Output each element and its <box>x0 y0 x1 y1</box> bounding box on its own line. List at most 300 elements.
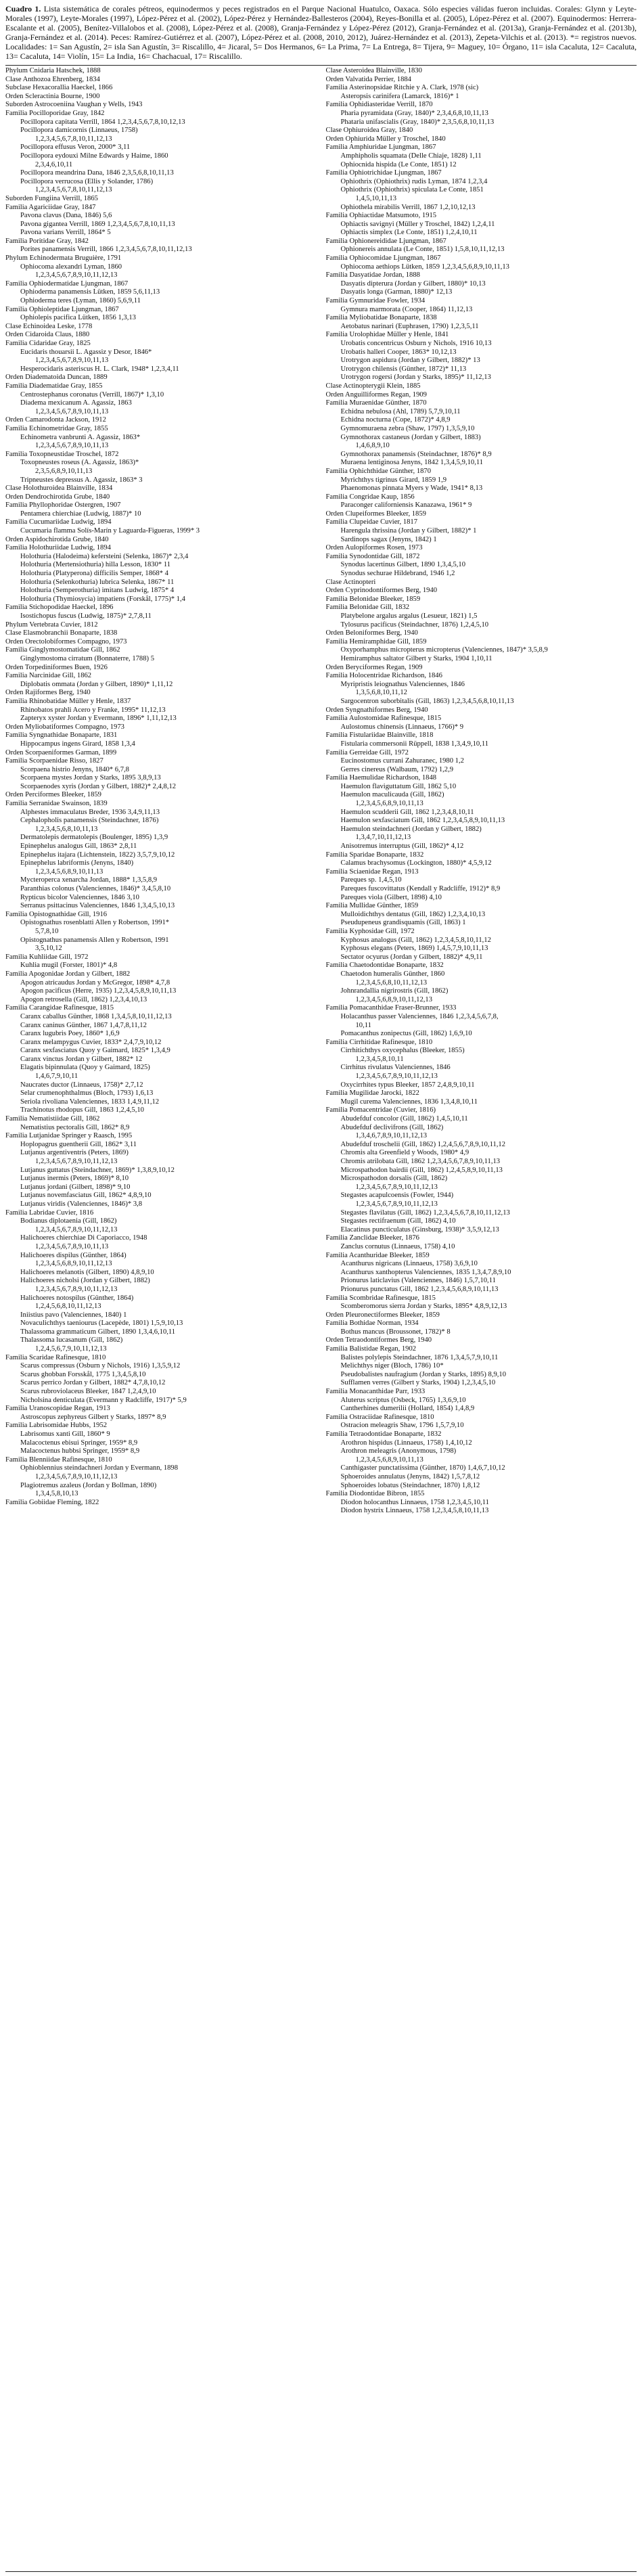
species-entry: Ophiocnida hispida (Le Conte, 1851) 12 <box>340 160 457 168</box>
taxon-heading: Familia Cucumariidae Ludwig, 1894 <box>5 518 112 526</box>
species-entry: 1,2,3,4,5,6,7,8,9,10,11,12,13 <box>35 1472 118 1481</box>
taxon-heading: Orden Syngnathiformes Berg, 1940 <box>325 706 428 714</box>
taxon-heading: Familia Mullidae Günther, 1859 <box>325 902 419 910</box>
species-entry: Echinometra vanbrunti A. Agassiz, 1863* <box>20 433 141 441</box>
species-entry: Sardinops sagax (Jenyns, 1842) 1 <box>340 535 437 543</box>
taxon-heading: Familia Ostraciidae Rafinesque, 1810 <box>325 1413 434 1421</box>
taxon-heading: Familia Myliobatidae Bonaparte, 1838 <box>325 314 437 322</box>
species-entry: Hemiramphus saltator Gilbert y Starks, 1904 1,10,11 <box>340 654 492 662</box>
species-entry: Novaculichthys taeniourus (Lacepède, 1801) 1,5,9,10,13 <box>20 1319 183 1328</box>
taxon-heading: Familia Belonidae Bleeker, 1859 <box>325 595 421 603</box>
species-entry: 10,11 <box>355 1021 371 1029</box>
species-entry: Microspathodon bairdii (Gill, 1862) 1,2,4,5,8,9,10,11,13 <box>340 1166 503 1174</box>
taxon-heading: Familia Acanthuridae Bleeker, 1859 <box>325 1251 430 1259</box>
species-entry: Thalassoma grammaticum Gilbert, 1890 1,3,4,6,10,11 <box>20 1328 176 1336</box>
species-entry: Pseudupeneus grandisquamis (Gill, 1863) 1 <box>340 919 466 927</box>
taxon-heading: Familia Lutjanidae Springer y Raasch, 1995 <box>5 1132 133 1140</box>
taxon-heading: Orden Scorpaeniformes Garman, 1899 <box>5 748 117 756</box>
species-entry: Pavona clavus (Dana, 1846) 5,6 <box>20 212 112 220</box>
species-entry: Hippocampus ingens Girard, 1858 1,3,4 <box>20 740 135 748</box>
species-entry: Nicholsina denticulata (Evermann y Radcliffe, 1917)* 5,9 <box>20 1396 187 1404</box>
species-entry: Sectator ocyurus (Jordan y Gilbert, 1882)* 4,9,11 <box>340 953 483 961</box>
taxon-heading: Familia Hemiramphidae Gill, 1859 <box>325 637 427 646</box>
taxon-heading: Familia Holocentridae Richardson, 1846 <box>325 672 442 680</box>
species-entry: 1,2,3,4,5,6,7,8,9,10,11,12,13 <box>35 1225 118 1234</box>
species-entry: Urobatis concentricus Osburn y Nichols, 1916 10,13 <box>340 340 492 347</box>
species-entry: Chromis alta Greenfield y Woods, 1980* 4,9 <box>340 1149 469 1157</box>
species-entry: Pseudobalistes naufragium (Jordan y Starks, 1895) 8,9,10 <box>340 1370 507 1378</box>
species-entry: 1,2,3,4,5,6,7,8,9,10,11,13 <box>35 1242 109 1250</box>
taxon-heading: Familia Balistidae Regan, 1902 <box>325 1345 417 1353</box>
species-entry: Holothuria (Platyperona) difficilis Semper, 1868* 4 <box>20 570 168 578</box>
species-entry: Halichoeres nicholsi (Jordan y Gilbert, 1882) <box>20 1277 150 1285</box>
species-entry: Gymnomuraena zebra (Shaw, 1797) 1,3,5,9,10 <box>340 424 475 432</box>
taxon-heading: Familia Cirrhitidae Rafinesque, 1810 <box>325 1038 433 1046</box>
species-entry: Mulloidichthys dentatus (Gill, 1862) 1,2,3,4,10,13 <box>340 910 486 918</box>
species-entry: Echidna nebulosa (Ahl, 1789) 5,7,9,10,11 <box>340 407 461 415</box>
taxon-heading: Familia Ophiactidae Matsumoto, 1915 <box>325 212 437 220</box>
taxon-heading: Clase Elasmobranchii Bonaparte, 1838 <box>5 629 118 637</box>
species-entry: Cucumaria flamma Solís-Marín y Laguarda-Figueras, 1999* 3 <box>20 527 200 535</box>
taxon-heading: Familia Fistulariidae Blainville, 1818 <box>325 731 434 740</box>
species-entry: 1,2,3,4,5,6,7,8,9,10,11,13 <box>35 407 109 415</box>
taxon-heading: Familia Holothuriidae Ludwig, 1894 <box>5 544 111 552</box>
species-entry: Porites panamensis Verrill, 1866 1,2,3,4,5,6,7,8,10,11,12,13 <box>20 246 192 254</box>
taxon-heading: Orden Myliobatiformes Compagno, 1973 <box>5 723 124 731</box>
species-entry: Dermatolepis dermatolepis (Boulenger, 1895) 1,3,9 <box>20 834 168 842</box>
species-entry: Stegastes rectifraenum (Gill, 1862) 4,10 <box>340 1217 456 1225</box>
species-entry: Rhinobatos prahli Acero y Franke, 1995* 11,12,13 <box>20 706 166 714</box>
species-entry: Oxyporhamphus micropterus micropterus (Valenciennes, 1847)* 3,5,8,9 <box>340 646 548 654</box>
species-entry: Cantherhines dumerilii (Hollard, 1854) 1,4,8,9 <box>340 1405 475 1413</box>
taxon-heading: Clase Asteroidea Blainville, 1830 <box>325 67 422 74</box>
taxon-heading: Orden Dendrochirotida Grube, 1840 <box>5 493 110 501</box>
species-entry: Pocillopora damicornis (Linnaeus, 1758) <box>20 127 138 135</box>
taxon-heading: Familia Ophidiasteridae Verrill, 1870 <box>325 101 433 109</box>
taxon-heading: Suborden Fungiina Verrill, 1865 <box>5 194 98 202</box>
taxon-heading: Orden Beloniformes Berg, 1940 <box>325 629 418 637</box>
taxon-heading: Familia Haemulidae Richardson, 1848 <box>325 774 437 782</box>
taxon-heading: Familia Pomacentridae (Cuvier, 1816) <box>325 1106 436 1114</box>
species-entry: Caranx vinctus Jordan y Gilbert, 1882* 12 <box>20 1055 143 1063</box>
taxon-heading: Familia Poritidae Gray, 1842 <box>5 237 89 245</box>
species-entry: Pocillopora capitata Verrill, 1864 1,2,3,4,5,6,7,8,10,12,13 <box>20 118 185 126</box>
taxon-heading: Familia Pomacanthidae Fraser-Brunner, 1933 <box>325 1004 457 1012</box>
taxon-heading: Familia Stichopodidae Haeckel, 1896 <box>5 604 114 612</box>
species-entry: Lutjanus inermis (Peters, 1869)* 8,10 <box>20 1175 129 1183</box>
species-entry: Dasyatis dipterura (Jordan y Gilbert, 1880)* 10,13 <box>340 279 486 288</box>
species-entry: Ophiactis savignyi (Müller y Troschel, 1842) 1,2,4,11 <box>340 220 495 228</box>
species-entry: Centrostephanus coronatus (Verrill, 1867)* 1,3,10 <box>20 390 164 399</box>
taxon-heading: Familia Bothidae Norman, 1934 <box>325 1319 419 1328</box>
species-entry: 1,2,3,4,5,6,8,10,11,13 <box>35 825 98 833</box>
species-entry: Isostichopus fuscus (Ludwig, 1875)* 2,7,8,11 <box>20 612 152 620</box>
species-entry: Pavona gigantea Verrill, 1869 1,2,3,4,5,6,7,8,10,11,13 <box>20 220 175 228</box>
taxon-heading: Orden Perciformes Bleeker, 1859 <box>5 791 101 799</box>
species-entry: Caranx melampygus Cuvier, 1833* 2,4,7,9,10,12 <box>20 1038 162 1046</box>
species-entry: 1,2,3,4,5,6,7,8,9,10,11,13 <box>35 442 109 450</box>
taxon-heading: Orden Camarodonta Jackson, 1912 <box>5 416 106 424</box>
species-entry: Haemulon flaviguttatum Gill, 1862 5,10 <box>340 782 457 790</box>
species-entry: Scorpaena mystes Jordan y Starks, 1895 3,8,9,13 <box>20 774 161 782</box>
species-entry: Caranx lugubris Poey, 1860* 1,6,9 <box>20 1030 120 1038</box>
species-entry: 1,2,3,4,5,6,7,8,9,10,11,12,13 <box>355 1183 438 1191</box>
taxon-heading: Familia Aulostomidae Rafinesque, 1815 <box>325 715 442 723</box>
species-entry: Nematistius pectoralis Gill, 1862* 8,9 <box>20 1123 130 1131</box>
species-entry: Halichoeres notospilus (Günther, 1864) <box>20 1294 134 1302</box>
taxon-heading: Familia Scorpaenidae Risso, 1827 <box>5 757 104 765</box>
species-entry: 1,2,3,4,5,6,7,8,9,10,11,12,13 <box>35 1158 118 1165</box>
species-entry: Ophiothrix (Ophiothrix) rudis Lyman, 1874 1,2,3,4 <box>340 177 488 185</box>
species-entry: 1,2,3,4,5,6,7,8,9,10,11,12,13 <box>355 1072 438 1081</box>
species-entry: Lutjanus jordani (Gilbert, 1898)* 9,10 <box>20 1183 131 1191</box>
taxon-heading: Phylum Cnidaria Hatschek, 1888 <box>5 67 101 74</box>
species-entry: 1,2,3,4,5,6,7,8,9,10,11,12,13 <box>35 271 118 279</box>
species-entry: Scorpaenodes xyris (Jordan y Gilbert, 1882)* 2,4,8,12 <box>20 782 177 790</box>
taxon-heading: Clase Actinopterygii Klein, 1885 <box>325 382 421 390</box>
taxon-heading: Familia Carangidae Rafinesque, 1815 <box>5 1004 114 1012</box>
taxon-heading: Familia Kyphosidae Gill, 1972 <box>325 927 415 935</box>
species-entry: 1,2,4,5,6,8,10,11,12,13 <box>35 1303 101 1311</box>
species-entry: 1,4,6,7,9,10,11 <box>35 1072 78 1081</box>
species-entry: 1,2,3,4,5,6,7,8,10,11,12,13 <box>35 135 112 143</box>
taxon-heading: Familia Serranidae Swainson, 1839 <box>5 800 108 808</box>
species-entry: Serranus psittacinus Valenciennes, 1846 1,3,4,5,10,13 <box>20 902 175 910</box>
species-entry: Tripneustes depressus A. Agassiz, 1863* 3 <box>20 476 143 484</box>
taxon-heading: Clase Actinopteri <box>325 578 376 586</box>
taxon-heading: Familia Amphiuridae Ljungman, 1867 <box>325 143 436 152</box>
species-entry: 1,3,4,7,10,11,12,13 <box>355 834 411 842</box>
taxon-heading: Familia Opistognathidae Gill, 1916 <box>5 910 108 918</box>
taxon-heading: Familia Urolophidae Müller y Henle, 1841 <box>325 331 449 339</box>
species-entry: Acanthurus nigricans (Linnaeus, 1758) 3,6,9,10 <box>340 1260 478 1268</box>
taxon-heading: Familia Kuhliidae Gill, 1972 <box>5 953 89 961</box>
species-entry: Naucrates ductor (Linnaeus, 1758)* 2,7,12 <box>20 1081 143 1089</box>
taxon-heading: Clase Ophiuroidea Gray, 1840 <box>325 127 413 135</box>
species-entry: Holothuria (Halodeima) kefersteini (Selenka, 1867)* 2,3,4 <box>20 552 189 560</box>
taxon-heading: Familia Uranoscopidae Regan, 1913 <box>5 1405 110 1413</box>
species-entry: Ophioderma teres (Lyman, 1860) 5,6,9,11 <box>20 297 141 305</box>
species-entry: Elagatis bipinnulata (Quoy y Gaimard, 1825) <box>20 1064 150 1072</box>
species-entry: Sufflamen verres (Gilbert y Starks, 1904) 1,2,3,4,5,10 <box>340 1379 496 1387</box>
species-entry: Lutjanus argentiventris (Peters, 1869) <box>20 1149 129 1157</box>
species-entry: Halichoeres dispilus (Günther, 1864) <box>20 1251 127 1259</box>
species-entry: Kyphosus analogus (Gill, 1862) 1,2,3,4,5,8,10,11,12 <box>340 936 491 944</box>
taxon-heading: Orden Tetraodontiformes Berg, 1940 <box>325 1336 432 1345</box>
species-entry: Chaetodon humeralis Günther, 1860 <box>340 970 445 978</box>
species-entry: Urotrygon rogersi (Jordan y Starks, 1895)* 11,12,13 <box>340 374 491 382</box>
species-entry: 1,4,5,10,11,13 <box>355 194 397 202</box>
bottom-rule <box>5 2571 637 2572</box>
table-caption <box>5 4 637 61</box>
species-entry: Gymnothorax panamensis (Steindachner, 1876)* 8,9 <box>340 450 492 458</box>
species-entry: 1,2,3,4,5,6,8,9,10,11,12,13 <box>35 1260 112 1268</box>
taxon-heading: Familia Chaetodontidae Bonaparte, 1832 <box>325 962 444 970</box>
species-entry: Caranx caballus Günther, 1868 1,3,4,5,8,10,11,12,13 <box>20 1012 172 1020</box>
species-entry: Ophiothela mirabilis Verrill, 1867 1,2,10,12,13 <box>340 203 476 211</box>
species-entry: 1,3,4,6,7,8,9,10,11,12,13 <box>355 1132 428 1140</box>
species-entry: Canthigaster punctatissima (Günther, 1870) 1,4,6,7,10,12 <box>340 1464 505 1472</box>
taxon-heading: Orden Cyprinodontiformes Berg, 1940 <box>325 587 438 595</box>
taxon-heading: Familia Congridae Kaup, 1856 <box>325 493 415 501</box>
species-entry: Halichoeres chierchiae Di Caporiacco, 1948 <box>20 1234 147 1242</box>
species-entry: Pomacanthus zonipectus (Gill, 1862) 1,6,9,10 <box>340 1030 472 1038</box>
species-entry: Scomberomorus sierra Jordan y Starks, 1895* 4,8,9,12,13 <box>340 1303 507 1311</box>
species-entry: Synodus sechurae Hildebrand, 1946 1,2 <box>340 570 455 578</box>
species-entry: Prionurus punctatus Gill, 1862 1,2,3,4,5,6,8,9,10,11,13 <box>340 1285 499 1293</box>
species-entry: Haemulon scudderii Gill, 1862 1,2,3,4,8,10,11 <box>340 808 474 816</box>
species-entry: Myripristis leiognathus Valenciennes, 1846 <box>340 680 465 688</box>
taxon-heading: Familia Gerreidae Gill, 1972 <box>325 748 409 756</box>
species-entry: Holacanthus passer Valenciennes, 1846 1,2,3,4,5,6,7,8, <box>340 1012 499 1020</box>
species-entry: Paraconger californiensis Kanazawa, 1961* 9 <box>340 501 472 510</box>
taxon-heading: Familia Scombridae Rafinesque, 1815 <box>325 1294 436 1302</box>
species-entry: Prionurus laticlavius (Valenciennes, 1846) 1,5,7,10,11 <box>340 1277 496 1285</box>
species-entry: Abudefduf concolor (Gill, 1862) 1,4,5,10,11 <box>340 1115 468 1123</box>
species-entry: Malacoctenus ebisui Springer, 1959* 8,9 <box>20 1439 138 1447</box>
species-entry: Abudefduf declivifrons (Gill, 1862) <box>340 1123 444 1131</box>
species-entry: Microspathodon dorsalis (Gill, 1862) <box>340 1175 448 1183</box>
species-entry: Zanclus cornutus (Linnaeus, 1758) 4,10 <box>340 1242 455 1250</box>
species-entry: Diodon holocanthus Linnaeus, 1758 1,2,3,4,5,10,11 <box>340 1498 489 1506</box>
species-entry: Asteropsis carinifera (Lamarck, 1816)* 1 <box>340 92 459 100</box>
taxon-heading: Orden Anguilliformes Regan, 1909 <box>325 390 427 399</box>
top-rule <box>5 65 637 66</box>
species-entry: Diplobatis ommata (Jordan y Gilbert, 1890)* 1,11,12 <box>20 680 173 688</box>
species-entry: 1,2,3,4,5,6,8,10,11,12,13 <box>355 978 428 987</box>
table-column-right <box>326 67 637 1516</box>
species-entry: Gymnura marmorata (Cooper, 1864) 11,12,13 <box>340 305 473 313</box>
species-entry: Caranx sexfasciatus Quoy y Gaimard, 1825* 1,3,4,9 <box>20 1047 170 1055</box>
taxon-heading: Orden Scleractinia Bourne, 1900 <box>5 92 100 100</box>
species-entry: Scarus rubroviolaceus Bleeker, 1847 1,2,4,9,10 <box>20 1388 156 1396</box>
species-entry: Arothron meleagris (Anonymous, 1798) <box>340 1447 457 1455</box>
species-entry: 1,3,5,6,8,10,11,12 <box>355 689 407 697</box>
species-entry: Harengula thrissina (Jordan y Gilbert, 1882)* 1 <box>340 527 477 535</box>
species-entry: Haemulon steindachneri (Jordan y Gilbert, 1882) <box>340 825 482 833</box>
species-entry: Pavona varians Verrill, 1864* 5 <box>20 229 111 237</box>
species-entry: Mycteroperca xenarcha Jordan, 1888* 1,3,5,8,9 <box>20 876 158 884</box>
species-entry: Epinephelus labriformis (Jenyns, 1840) <box>20 859 134 867</box>
species-entry: Tylosurus pacificus (Steindachner, 1876) 1,2,4,5,10 <box>340 620 489 629</box>
species-entry: Sphoeroides annulatus (Jenyns, 1842) 1,5,7,8,12 <box>340 1472 480 1481</box>
taxon-heading: Familia Asterinopsidae Ritchie y A. Clark, 1978 (sic) <box>325 84 479 92</box>
species-entry: Hoplopagrus guentherii Gill, 1862* 3,11 <box>20 1140 137 1148</box>
species-entry: Haemulon sexfasciatum Gill, 1862 1,2,3,4,5,8,9,10,11,13 <box>340 817 505 825</box>
species-entry: Lutjanus guttatus (Steindachner, 1869)* 1,3,8,9,10,12 <box>20 1166 175 1174</box>
species-entry: 1,2,4,5,6,7,9,10,11,12,13 <box>35 1345 107 1353</box>
species-entry: Phataria unifascialis (Gray, 1840)* 2,3,5,6,8,10,11,13 <box>340 118 495 126</box>
taxon-heading: Familia Narcinidae Gill, 1862 <box>5 672 92 680</box>
species-entry: 1,4,6,8,9,10 <box>355 442 390 450</box>
species-entry: Holothuria (Mertensiothuria) hilla Lesson, 1830* 11 <box>20 561 171 569</box>
species-entry: Caranx caninus Günther, 1867 1,4,7,8,11,12 <box>20 1021 147 1029</box>
species-entry: 1,2,3,4,5,6,8,9,10,11,13 <box>355 800 423 808</box>
species-entry: 1,2,3,4,5,8,10,11 <box>355 1055 404 1063</box>
species-entry: Eucinostomus currani Zahuranec, 1980 1,2 <box>340 757 464 765</box>
taxon-heading: Orden Valvatida Perrier, 1884 <box>325 75 411 83</box>
species-entry: Apogon pacificus (Herre, 1935) 1,2,3,4,5,8,9,10,11,13 <box>20 987 177 995</box>
species-entry: 2,3,5,6,8,9,10,11,13 <box>35 467 93 475</box>
taxon-heading: Orden Clupeiformes Bleeker, 1859 <box>325 510 426 518</box>
species-entry: Pocillopora verrucosa (Ellis y Solander, 1786) <box>20 177 154 185</box>
species-entry: Stegastes acapulcoensis (Fowler, 1944) <box>340 1192 454 1200</box>
species-entry: Urobatis halleri Cooper, 1863* 10,12,13 <box>340 348 457 356</box>
taxon-heading: Familia Ophioleptidae Ljungman, 1867 <box>5 305 119 313</box>
taxon-heading: Familia Mugilidae Jarocki, 1822 <box>325 1089 419 1098</box>
taxon-heading: Familia Gymnuridae Fowler, 1934 <box>325 297 426 305</box>
species-entry: Apogon retrosella (Gill, 1862) 1,2,3,4,10,13 <box>20 995 147 1003</box>
taxon-heading: Familia Ophiodermatidae Ljungman, 1867 <box>5 279 129 288</box>
species-entry: Opistognathus rosenblatti Allen y Robertson, 1991* <box>20 919 170 927</box>
taxon-heading: Familia Echinometridae Gray, 1855 <box>5 424 108 432</box>
species-entry: Aetobatus narinari (Euphrasen, 1790) 1,2,3,5,11 <box>340 322 479 330</box>
taxon-heading: Familia Monacanthidae Parr, 1933 <box>325 1388 426 1396</box>
taxon-heading: Familia Scaridae Rafinesque, 1810 <box>5 1353 106 1361</box>
taxon-heading: Clase Echinoidea Leske, 1778 <box>5 322 93 330</box>
taxon-heading: Suborden Astrocoeniina Vaughan y Wells, 1943 <box>5 101 143 109</box>
species-entry: Pareques sp. 1,4,5,10 <box>340 876 402 884</box>
species-entry: Paranthias colonus (Valenciennes, 1846)* 3,4,5,8,10 <box>20 885 171 892</box>
species-entry: Diadema mexicanum A. Agassiz, 1863 <box>20 399 132 407</box>
taxon-heading: Familia Nematistiidae Gill, 1862 <box>5 1115 100 1123</box>
species-entry: Mugil curema Valenciennes, 1836 1,3,4,8,10,11 <box>340 1098 478 1106</box>
species-entry: Pareques viola (Gilbert, 1898) 4,10 <box>340 893 442 901</box>
species-entry: Pharia pyramidata (Gray, 1840)* 2,3,4,6,8,10,11,13 <box>340 109 488 117</box>
species-entry: 1,2,3,4,5,6,7,8,9,10,11,12,13 <box>355 1200 438 1208</box>
species-entry: Melichthys niger (Bloch, 1786) 10* <box>340 1362 444 1370</box>
species-entry: Holothuria (Selenkothuria) lubrica Selenka, 1867* 11 <box>20 578 175 586</box>
species-entry: Rypticus bicolor Valenciennes, 1846 3,10 <box>20 893 139 901</box>
taxon-heading: Orden Rajiformes Berg, 1940 <box>5 689 91 697</box>
species-entry: Hesperocidaris asteriscus H. L. Clark, 1948* 1,2,3,4,11 <box>20 365 179 373</box>
species-entry: Chromis atrilobata Gill, 1862 1,2,3,4,5,6,7,8,9,10,11,13 <box>340 1158 501 1165</box>
species-entry: Epinephelus analogus Gill, 1863* 2,8,11 <box>20 842 137 851</box>
species-entry: Abudefduf troschelii (Gill, 1862) 1,2,4,5,6,7,8,9,10,11,12 <box>340 1140 506 1148</box>
species-entry: Urotrygon chilensis (Günther, 1872)* 11,13 <box>340 365 467 373</box>
taxon-heading: Subclase Hexacorallia Haeckel, 1866 <box>5 84 113 92</box>
species-entry: Gymnothorax castaneus (Jordan y Gilbert, 1883) <box>340 433 481 441</box>
species-entry: Cephalopholis panamensis (Steindachner, 1876) <box>20 817 159 825</box>
species-entry: 1,2,3,4,5,6,8,9,10,11,13 <box>35 867 104 876</box>
taxon-heading: Familia Phyllophoridae Östergren, 1907 <box>5 501 121 510</box>
species-entry: Gerres cinereus (Walbaum, 1792) 1,2,9 <box>340 765 454 773</box>
species-entry: Kyphosus elegans (Peters, 1869) 1,4,5,7,9,10,11,13 <box>340 945 488 953</box>
taxon-heading: Orden Orectolobiformes Compagno, 1973 <box>5 637 127 646</box>
species-entry: Ophiactis simplex (Le Conte, 1851) 1,2,4,10,11 <box>340 229 478 237</box>
species-entry: Pentamera chierchiae (Ludwig, 1887)* 10 <box>20 510 141 518</box>
taxon-heading: Familia Syngnathidae Bonaparte, 1831 <box>5 731 118 740</box>
species-entry: Kuhlia mugil (Forster, 1801)* 4,8 <box>20 962 118 970</box>
taxon-heading: Orden Aspidochirotida Grube, 1840 <box>5 535 109 543</box>
taxon-heading: Clase Holothuroidea Blainville, 1834 <box>5 484 113 493</box>
taxon-heading: Familia Apogonidae Jordan y Gilbert, 1882 <box>5 970 131 978</box>
species-entry: Malacoctenus hubbsi Springer, 1959* 8,9 <box>20 1447 140 1455</box>
species-entry: Apogon atricaudus Jordan y McGregor, 1898* 4,7,8 <box>20 978 170 987</box>
species-entry: Pocillopora meandrina Dana, 1846 2,3,5,6,8,10,11,13 <box>20 169 174 177</box>
species-entry: 1,2,3,4,5,6,7,8,9,10,11,13 <box>35 357 109 365</box>
taxon-heading: Familia Tetraodontidae Bonaparte, 1832 <box>325 1430 442 1438</box>
species-entry: Muraena lentiginosa Jenyns, 1842 1,3,4,5,9,10,11 <box>340 459 484 467</box>
species-entry: Amphipholis squamata (Delle Chiaje, 1828) 1,11 <box>340 152 482 160</box>
species-entry: Acanthurus xanthopterus Valenciennes, 1835 1,3,4,7,8,9,10 <box>340 1268 511 1276</box>
species-entry: Cirrhitichthys oxycephalus (Bleeker, 1855) <box>340 1047 465 1055</box>
species-entry: Seriola rivoliana Valenciennes, 1833 1,4,9,11,12 <box>20 1098 160 1106</box>
taxon-heading: Familia Cidaridae Gray, 1825 <box>5 340 91 347</box>
taxon-heading: Familia Clupeidae Cuvier, 1817 <box>325 518 418 526</box>
species-entry: Myrichthys tigrinus Girard, 1859 1,9 <box>340 476 447 484</box>
taxon-heading: Orden Ophiurida Müller y Troschel, 1840 <box>325 135 446 143</box>
species-entry: Haemulon maculicauda (Gill, 1862) <box>340 791 444 799</box>
taxon-heading: Familia Ophiocomidae Ljungman, 1867 <box>325 254 441 263</box>
taxon-heading: Familia Blenniidae Rafinesque, 1810 <box>5 1455 112 1464</box>
caption-text: Lista sistemática de corales pétreos, equinodermos y peces registrados en el Parque Nacional Huatulco, Oaxaca. Sólo especies válidas fueron incluidas. Corales: Glynn y Leyte-Morales (1997), Leyte-Morales (1997), López-Pérez et al. (2002), López-Pérez y Hernández-Ballesteros (2004), Reyes-Bonilla et al. (2005), López-Pérez et al. (2007). Equinodermos: Herrera-Escalante et al. (2005), Benítez-Villalobos et al. (2008), López-Pérez et al. (2008), Granja-Fernández y López-Pérez (2012), Granja-Fernández et al. (2013a), Granja-Fernández et al. (2013b), Granja-Fernández et al. (2014). Peces: Ramírez-Gutiérrez et al. (2007), López-Pérez et al. (2008, 2010, 2012), Juárez-Hernández et al. (2013), Zepeta-Vilchis et al. (2013). *= registros nuevos. Localidades: 1= San Agustín, 2= isla San Agustín, 3= Riscalillo, 4= Jicaral, 5= Dos Hermanos, 6= La Prima, 7= La Entrega, 8= Tijera, 9= Maguey, 10= Órgano, 11= isla Cacaluta, 12= Cacaluta, 13= Cacaluta, 14= Violín, 15= La India, 16= Chachacual, 17= Riscalillo. <box>5 4 637 61</box>
species-entry: Eucidaris thouarsii L. Agassiz y Desor, 1846* <box>20 348 152 356</box>
species-entry: Ostracion meleagris Shaw, 1796 1,5,7,9,10 <box>340 1422 464 1430</box>
species-entry: Ophiocoma aethiops Lütken, 1859 1,2,3,4,5,6,8,9,10,11,13 <box>340 263 509 271</box>
taxon-heading: Familia Diodontidae Bibron, 1855 <box>325 1490 425 1498</box>
species-entry: Toxopneustes roseus (A. Agassiz, 1863)* <box>20 459 139 467</box>
species-entry: Bothus mancus (Broussonet, 1782)* 8 <box>340 1328 451 1336</box>
taxon-heading: Familia Ophionereididae Ljungman, 1867 <box>325 237 446 245</box>
taxon-heading: Orden Pleuronectiformes Bleeker, 1859 <box>325 1311 440 1319</box>
species-entry: Halichoeres melanotis (Gilbert, 1890) 4,8,9,10 <box>20 1268 154 1276</box>
taxon-heading: Familia Muraenidae Günther, 1870 <box>325 399 427 407</box>
species-entry: Synodus lacertinus Gilbert, 1890 1,3,4,5,10 <box>340 561 465 569</box>
taxon-heading: Clase Anthozoa Ehrenberg, 1834 <box>5 75 100 83</box>
species-entry: Scorpaena histrio Jenyns, 1840* 6,7,8 <box>20 765 129 773</box>
species-entry: Ophioderma panamensis Lütken, 1859 5,6,11,13 <box>20 288 160 296</box>
species-entry: Astroscopus zephyreus Gilbert y Starks, 1897* 8,9 <box>20 1413 166 1421</box>
species-entry: Aluterus scriptus (Osbeck, 1765) 1,3,6,9,10 <box>340 1396 466 1404</box>
species-entry: Stegastes flavilatus (Gill, 1862) 1,2,3,4,5,6,7,8,10,11,12,13 <box>340 1208 510 1217</box>
species-entry: Thalassoma lucasanum (Gill, 1862) <box>20 1336 123 1345</box>
taxon-heading: Phylum Vertebrata Cuvier, 1812 <box>5 620 98 629</box>
species-entry: 3,5,10,12 <box>35 945 62 953</box>
species-entry: Cirrhitus rivulatus Valenciennes, 1846 <box>340 1064 451 1072</box>
species-entry: Oxycirrhites typus Bleeker, 1857 2,4,8,9,10,11 <box>340 1081 475 1089</box>
species-entry: Ginglymostoma cirratum (Bonnaterre, 1788) 5 <box>20 654 154 662</box>
taxon-heading: Orden Aulopiformes Rosen, 1973 <box>325 544 423 552</box>
taxon-heading: Familia Gobiidae Fleming, 1822 <box>5 1498 99 1506</box>
taxon-heading: Familia Belonidae Gill, 1832 <box>325 604 410 612</box>
species-entry: Ophiocoma alexandri Lyman, 1860 <box>20 263 122 271</box>
species-entry: Johnrandallia nigrirostris (Gill, 1862) <box>340 987 449 995</box>
taxon-heading: Orden Beryciformes Regan, 1909 <box>325 663 423 671</box>
species-entry: 1,2,3,4,5,6,8,9,10,11,13 <box>355 1455 423 1464</box>
species-entry: Holothuria (Thymiosycia) impatiens (Forskål, 1775)* 1,4 <box>20 595 185 603</box>
species-entry: Pocillopora eydouxi Milne Edwards y Haime, 1860 <box>20 152 168 160</box>
caption-label: Cuadro 1. <box>5 4 41 14</box>
taxon-heading: Phylum Echinodermata Bruguière, 1791 <box>5 254 122 263</box>
taxon-heading: Familia Ophiotrichidae Ljungman, 1867 <box>325 169 442 177</box>
species-entry: 1,2,3,4,5,6,7,8,10,11,12,13 <box>35 186 112 194</box>
taxon-heading: Familia Synodontidae Gill, 1872 <box>325 552 420 560</box>
taxon-heading: Familia Dasyatidae Jordan, 1888 <box>325 271 420 279</box>
species-entry: 1,2,3,4,5,6,8,9,10,11,12,13 <box>355 995 432 1003</box>
species-entry: Ophioblennius steindachneri Jordan y Evermann, 1898 <box>20 1464 179 1472</box>
species-entry: Ophionereis annulata (Le Conte, 1851) 1,5,8,10,11,12,13 <box>340 246 505 254</box>
species-entry: Alphestes immaculatus Breder, 1936 3,4,9,11,13 <box>20 808 160 816</box>
species-entry: 2,3,4,6,10,11 <box>35 160 73 168</box>
species-entry: Epinephelus itajara (Lichtenstein, 1822) 3,5,7,9,10,12 <box>20 851 175 859</box>
species-entry: Sargocentron suborbitalis (Gill, 1863) 1,2,3,4,5,6,8,10,11,13 <box>340 697 514 705</box>
species-entry: Diodon hystrix Linnaeus, 1758 1,2,3,4,5,8,10,11,13 <box>340 1507 489 1515</box>
taxon-heading: Orden Cidaroida Claus, 1880 <box>5 331 90 339</box>
species-entry: Arothron hispidus (Linnaeus, 1758) 1,4,10,12 <box>340 1439 472 1447</box>
taxon-heading: Familia Zanclidae Bleeker, 1876 <box>325 1234 419 1242</box>
species-entry: Scarus ghobban Forsskål, 1775 1,3,4,5,8,10 <box>20 1370 146 1378</box>
